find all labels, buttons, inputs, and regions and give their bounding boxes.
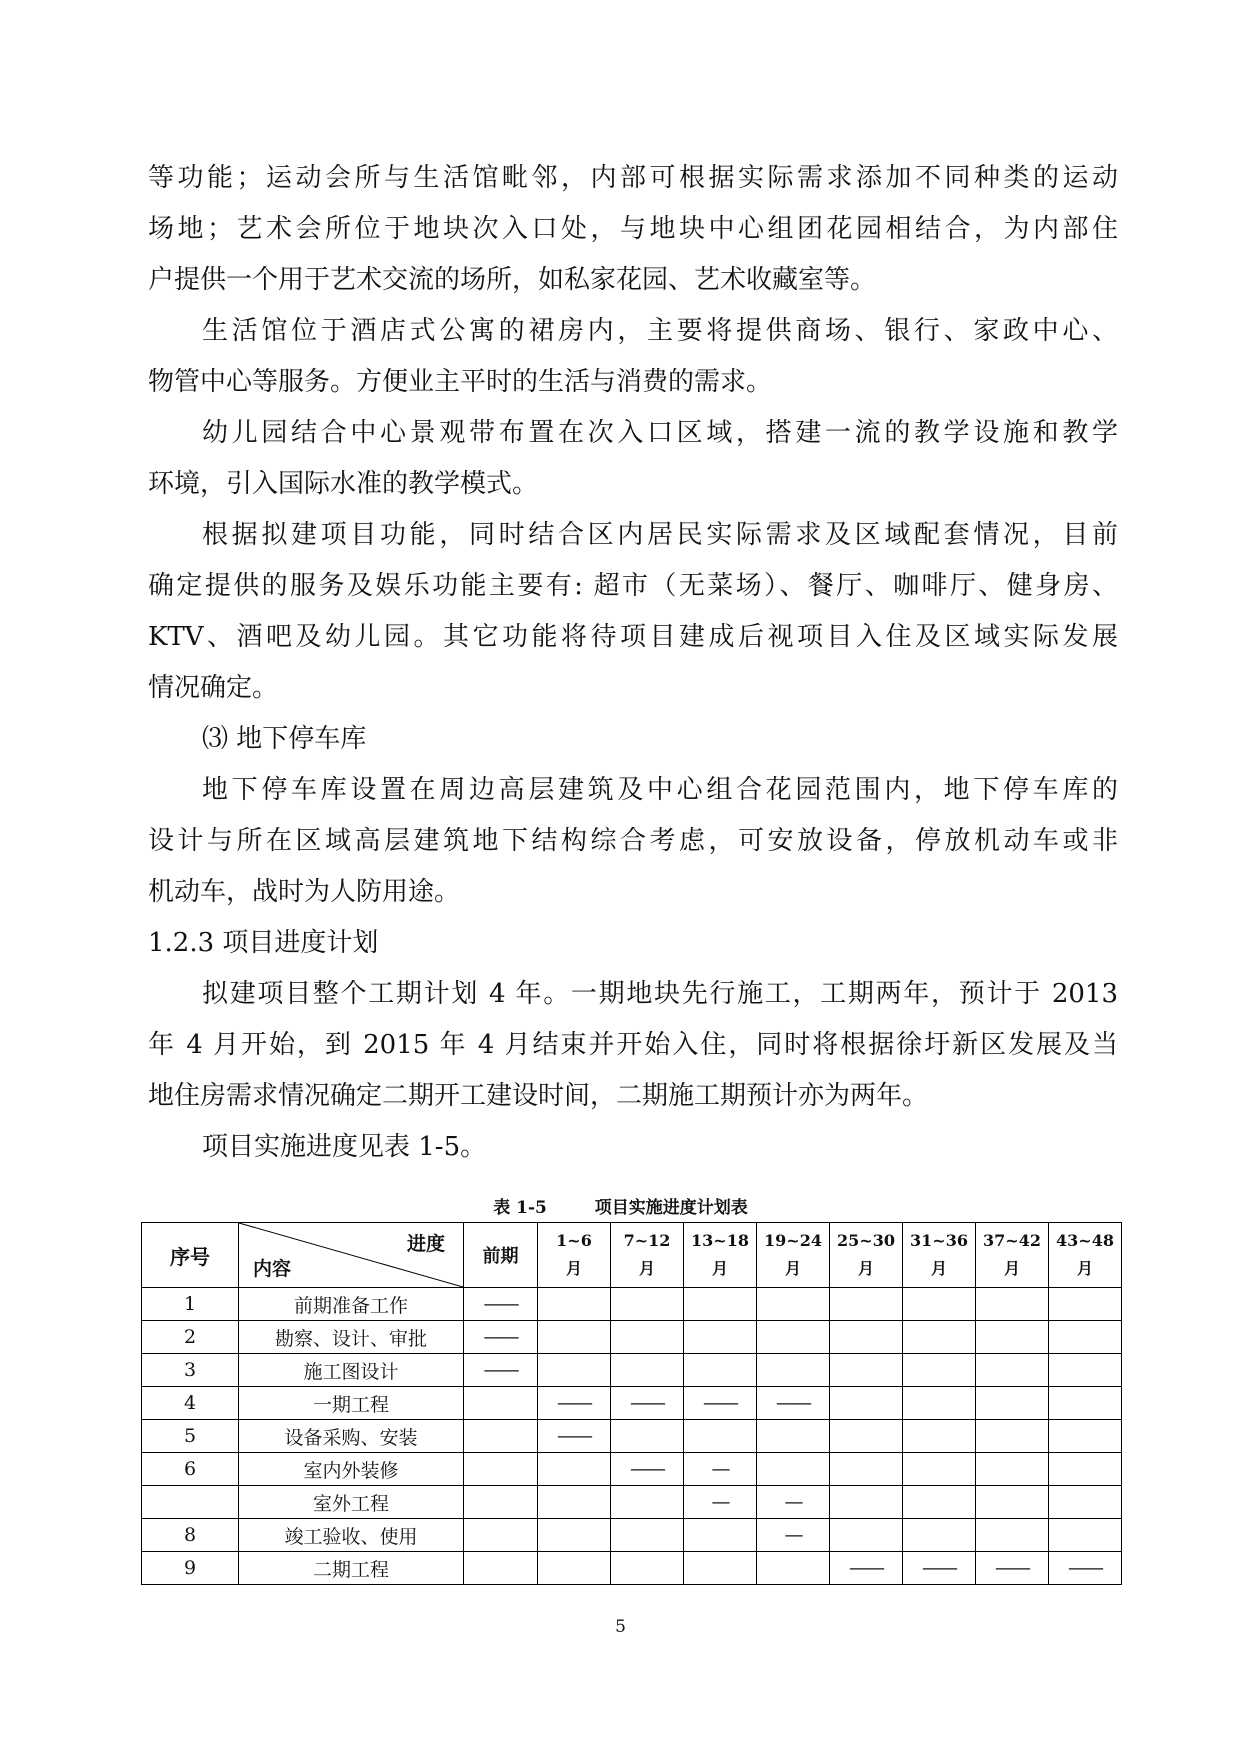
row-task-name: 室内外装修 [239,1453,464,1486]
period-cell [976,1486,1049,1519]
period-cell [830,1486,903,1519]
paragraph-line: 物管中心等服务。方便业主平时的生活与消费的需求。 [148,367,773,397]
table-row [142,1453,1122,1486]
table-row [142,1387,1122,1420]
period-cell [976,1453,1049,1486]
period-cell: —— [830,1552,903,1585]
period-cell [757,1453,830,1486]
period-cell [538,1552,611,1585]
period-cell: —— [611,1387,684,1420]
pre-phase-cell: —— [464,1321,538,1354]
period-cell: —— [538,1420,611,1453]
subheading: ⑶ 地下停车库 [202,724,367,754]
pre-phase-cell [464,1552,538,1585]
period-cell [903,1453,976,1486]
row-number [142,1486,239,1519]
period-cell [976,1387,1049,1420]
period-cell [684,1519,757,1552]
paragraph-line: 设计与所在区域高层建筑地下结构综合考虑，可安放设备，停放机动车或非 [148,826,1118,856]
row-task-name: 一期工程 [239,1387,464,1420]
paragraph-line: 拟建项目整个工期计划 4 年。一期地块先行施工，工期两年，预计于 2013 [202,979,1118,1009]
header-progress: 进度 [406,1233,445,1255]
period-cell [1049,1519,1122,1552]
table-row [142,1552,1122,1585]
table-caption-title: 项目实施进度计划表 [594,1198,748,1218]
paragraph-line: 确定提供的服务及娱乐功能主要有: 超市（无菜场）、餐厅、咖啡厅、健身房、 [148,571,1118,601]
period-cell [830,1519,903,1552]
period-cell: —— [757,1387,830,1420]
table-caption [0,1193,1241,1218]
header-month: 31~36 月 [903,1223,976,1288]
section-heading: 1.2.3 项目进度计划 [148,928,379,958]
header-diagonal-cell [239,1223,464,1288]
period-cell: — [757,1486,830,1519]
period-cell [830,1354,903,1387]
paragraph-line: 户提供一个用于艺术交流的场所，如私家花园、艺术收藏室等。 [148,265,877,295]
period-cell [903,1387,976,1420]
period-cell [538,1519,611,1552]
row-task-name: 室外工程 [239,1486,464,1519]
header-pre: 前期 [464,1223,538,1288]
period-cell [757,1552,830,1585]
period-cell [976,1321,1049,1354]
table-header-row [142,1223,1122,1288]
period-cell [830,1387,903,1420]
period-cell [757,1288,830,1321]
paragraph-line: 等功能；运动会所与生活馆毗邻，内部可根据实际需求添加不同种类的运动 [148,163,1118,193]
table-row [142,1354,1122,1387]
period-cell: —— [684,1387,757,1420]
period-cell: — [684,1453,757,1486]
period-cell [757,1321,830,1354]
period-cell [1049,1453,1122,1486]
table-row [142,1288,1122,1321]
period-cell [903,1486,976,1519]
table-caption-number: 表 1-5 [493,1198,547,1218]
paragraph-line: 场地；艺术会所位于地块次入口处，与地块中心组团花园相结合，为内部住 [148,214,1118,244]
period-cell [684,1420,757,1453]
page-number: 5 [615,1617,626,1637]
row-number: 8 [142,1519,239,1552]
period-cell [830,1321,903,1354]
row-task-name: 前期准备工作 [239,1288,464,1321]
period-cell [684,1354,757,1387]
pre-phase-cell: —— [464,1354,538,1387]
row-task-name: 设备采购、安装 [239,1420,464,1453]
period-cell: —— [1049,1552,1122,1585]
period-cell [538,1486,611,1519]
period-cell: — [684,1486,757,1519]
period-cell [830,1288,903,1321]
row-number: 6 [142,1453,239,1486]
pre-phase-cell [464,1453,538,1486]
paragraph-line: 根据拟建项目功能，同时结合区内居民实际需求及区域配套情况，目前 [202,520,1118,550]
period-cell [903,1321,976,1354]
period-cell: —— [903,1552,976,1585]
period-cell [976,1420,1049,1453]
row-task-name: 勘察、设计、审批 [239,1321,464,1354]
period-cell [538,1321,611,1354]
header-month: 13~18 月 [684,1223,757,1288]
paragraph-line: KTV、酒吧及幼儿园。其它功能将待项目建成后视项目入住及区域实际发展 [148,622,1118,652]
header-month: 7~12 月 [611,1223,684,1288]
row-number: 4 [142,1387,239,1420]
table-row [142,1420,1122,1453]
period-cell [538,1354,611,1387]
row-task-name: 施工图设计 [239,1354,464,1387]
pre-phase-cell [464,1420,538,1453]
schedule-table [141,1222,1122,1585]
period-cell [903,1519,976,1552]
paragraph-line: 幼儿园结合中心景观带布置在次入口区域，搭建一流的教学设施和教学 [202,418,1118,448]
period-cell [1049,1486,1122,1519]
period-cell [903,1354,976,1387]
row-number: 3 [142,1354,239,1387]
period-cell [1049,1288,1122,1321]
period-cell [684,1321,757,1354]
period-cell [976,1519,1049,1552]
period-cell: — [757,1519,830,1552]
period-cell [1049,1387,1122,1420]
period-cell [976,1288,1049,1321]
period-cell [976,1354,1049,1387]
pre-phase-cell [464,1519,538,1552]
period-cell: —— [976,1552,1049,1585]
row-number: 2 [142,1321,239,1354]
header-month: 25~30 月 [830,1223,903,1288]
period-cell [611,1288,684,1321]
period-cell [684,1288,757,1321]
row-number: 5 [142,1420,239,1453]
pre-phase-cell: —— [464,1288,538,1321]
period-cell: —— [538,1387,611,1420]
period-cell [684,1552,757,1585]
header-month: 1~6 月 [538,1223,611,1288]
paragraph-line: 项目实施进度见表 1-5。 [202,1132,487,1162]
header-month: 37~42 月 [976,1223,1049,1288]
paragraph-line: 情况确定。 [148,673,279,703]
period-cell [538,1288,611,1321]
period-cell: —— [611,1453,684,1486]
period-cell [830,1420,903,1453]
period-cell [611,1552,684,1585]
header-content: 内容 [253,1258,292,1280]
period-cell [611,1420,684,1453]
period-cell [1049,1354,1122,1387]
paragraph-line: 环境，引入国际水准的教学模式。 [148,469,539,499]
pre-phase-cell [464,1486,538,1519]
period-cell [611,1519,684,1552]
period-cell [903,1420,976,1453]
period-cell [611,1486,684,1519]
paragraph-line: 机动车，战时为人防用途。 [148,877,461,907]
period-cell [1049,1321,1122,1354]
period-cell [830,1453,903,1486]
paragraph-line: 地下停车库设置在周边高层建筑及中心组合花园范围内，地下停车库的 [202,775,1118,805]
row-number: 1 [142,1288,239,1321]
period-cell [757,1420,830,1453]
paragraph-line: 地住房需求情况确定二期开工建设时间，二期施工期预计亦为两年。 [148,1081,929,1111]
row-task-name: 二期工程 [239,1552,464,1585]
row-number: 9 [142,1552,239,1585]
header-month: 43~48 月 [1049,1223,1122,1288]
period-cell [903,1288,976,1321]
period-cell [538,1453,611,1486]
table-row [142,1486,1122,1519]
table-row [142,1519,1122,1552]
header-seq: 序号 [142,1223,239,1288]
table-row [142,1321,1122,1354]
pre-phase-cell [464,1387,538,1420]
period-cell [757,1354,830,1387]
period-cell [1049,1420,1122,1453]
period-cell [611,1354,684,1387]
row-task-name: 竣工验收、使用 [239,1519,464,1552]
period-cell [611,1321,684,1354]
paragraph-line: 年 4 月开始，到 2015 年 4 月结束并开始入住，同时将根据徐圩新区发展及当 [148,1030,1118,1060]
paragraph-line: 生活馆位于酒店式公寓的裙房内，主要将提供商场、银行、家政中心、 [202,316,1118,346]
header-month: 19~24 月 [757,1223,830,1288]
table-body [142,1288,1122,1585]
